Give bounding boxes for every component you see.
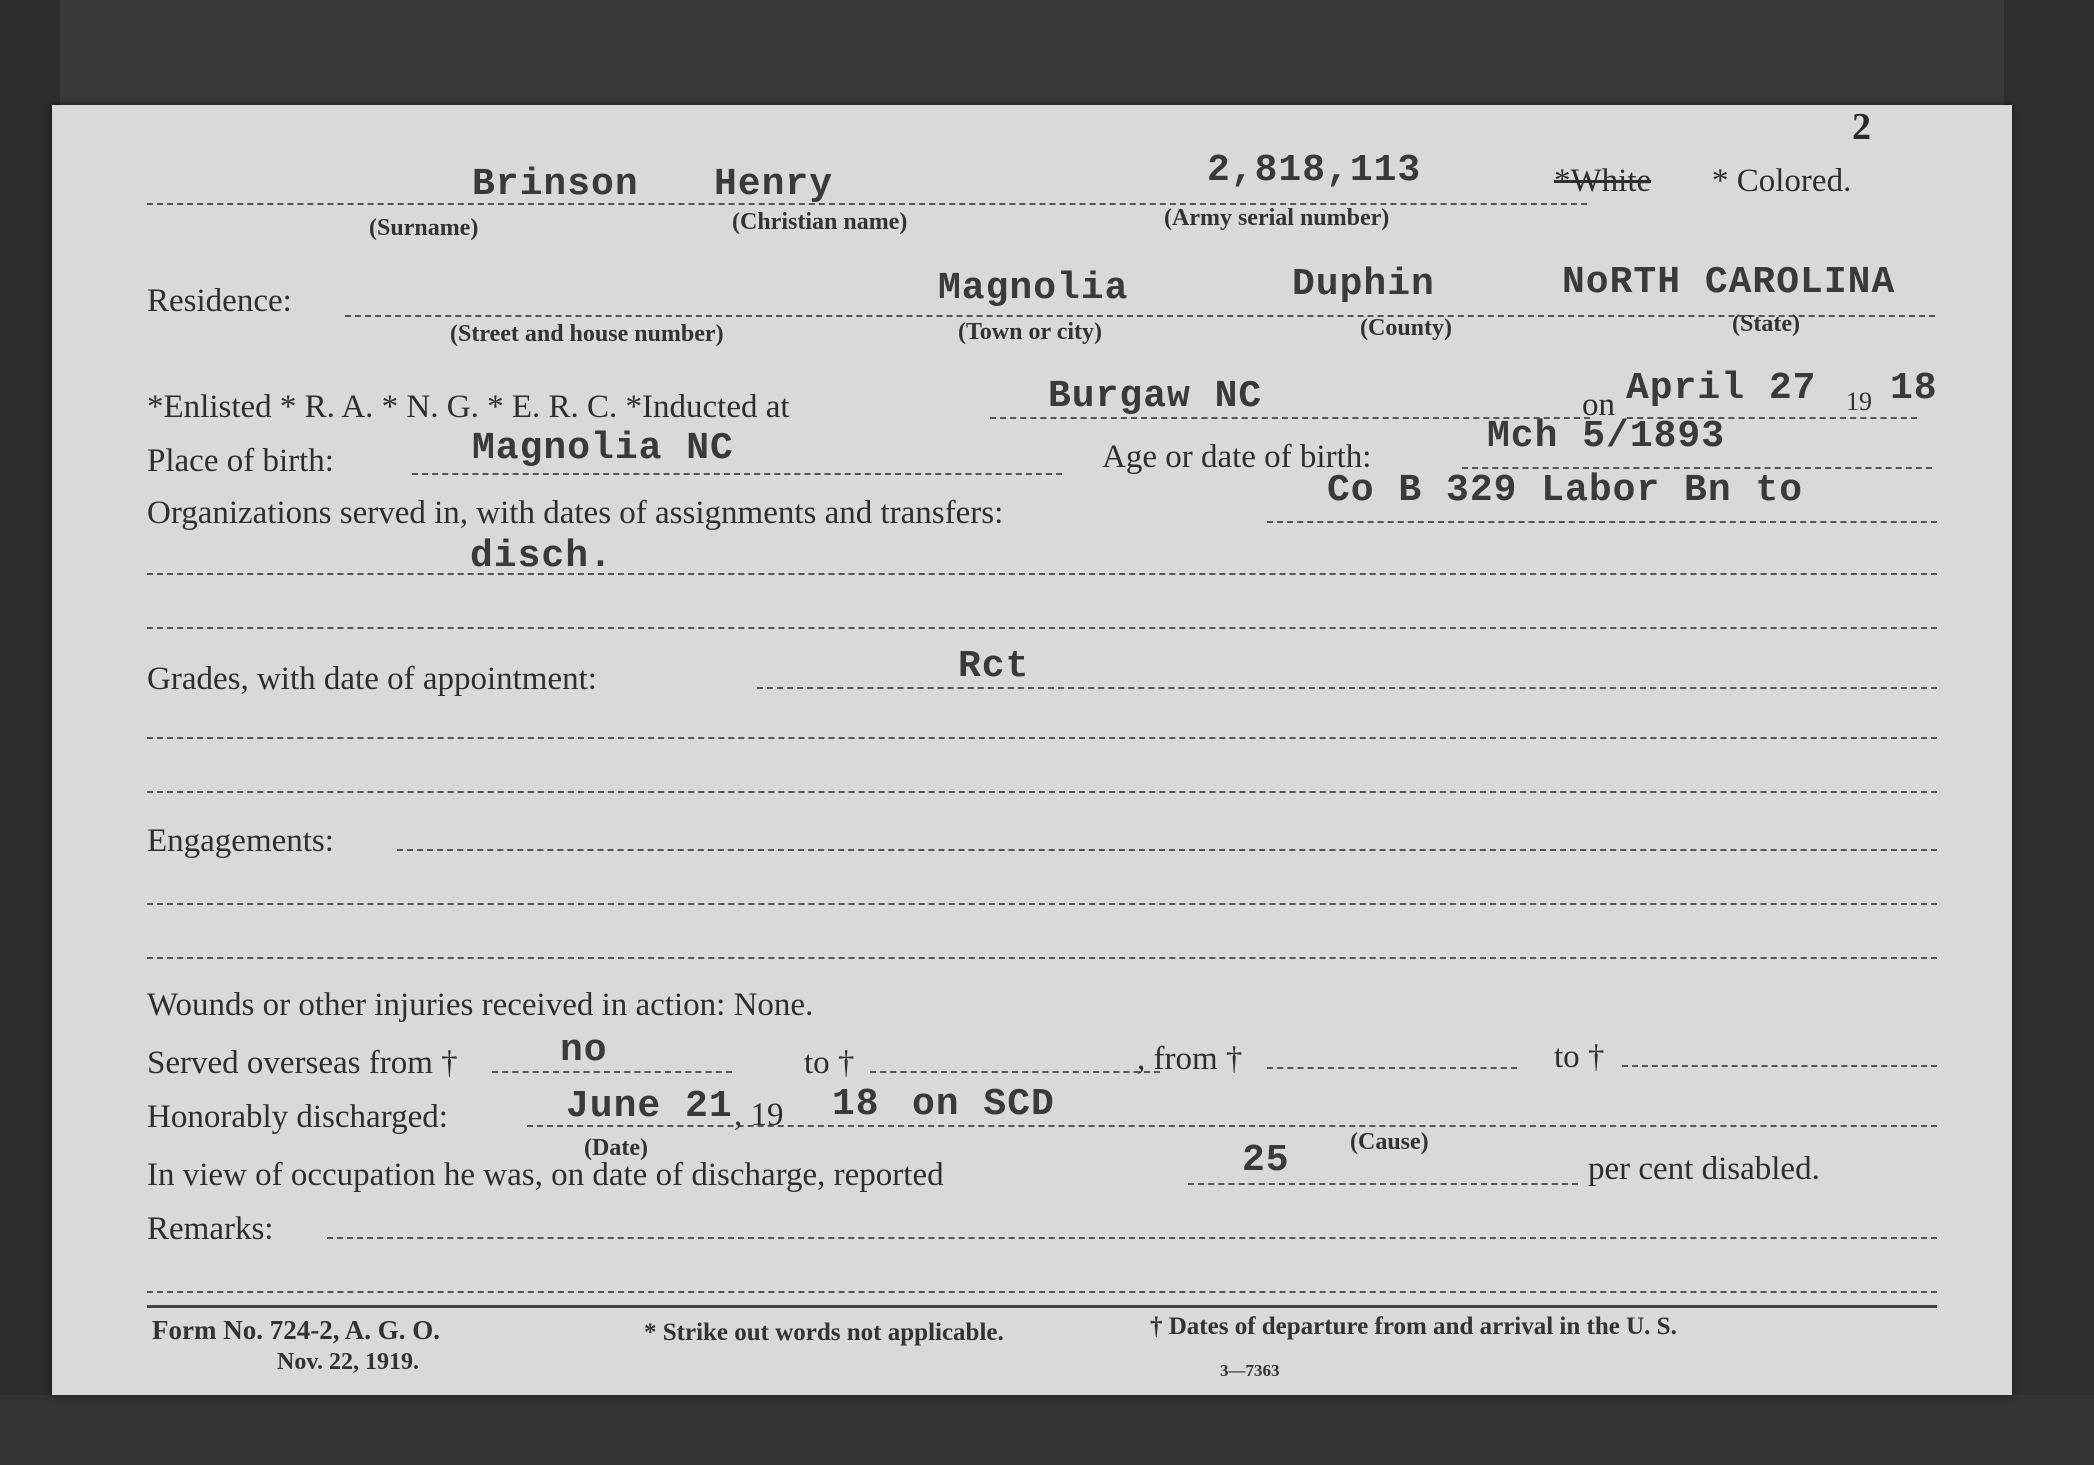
discharge-date: June 21 — [566, 1085, 733, 1128]
organizations-line-1 — [1267, 521, 1937, 523]
discharge-year: 18 — [832, 1083, 880, 1126]
background-left — [0, 0, 60, 1465]
discharge-century: , 19 — [734, 1097, 784, 1133]
overseas-to2-line — [1622, 1065, 1937, 1067]
race-white: *White — [1554, 163, 1652, 199]
serial-value: 2,818,113 — [1207, 149, 1422, 192]
surname-caption: (Surname) — [369, 215, 479, 241]
organizations-value-1: Co B 329 Labor Bn to — [1327, 469, 1804, 512]
remarks-line-1 — [327, 1237, 1937, 1239]
grades-line-2 — [147, 737, 1937, 739]
dates-note: † Dates of departure from and arrival in the U. S. — [1150, 1313, 1677, 1340]
record-card — [52, 105, 2012, 1395]
overseas-from2-label: , from † — [1137, 1041, 1243, 1077]
overseas-from-line — [492, 1071, 732, 1073]
birthdate-value: Mch 5/1893 — [1487, 415, 1726, 458]
disability-line — [1188, 1183, 1578, 1185]
disability-suffix: per cent disabled. — [1588, 1151, 1820, 1187]
grades-label: Grades, with date of appointment: — [147, 661, 597, 697]
overseas-label: Served overseas from † — [147, 1045, 458, 1081]
race-colored: * Colored. — [1712, 163, 1852, 199]
disability-value: 25 — [1242, 1139, 1290, 1182]
print-code: 3—7363 — [1220, 1361, 1280, 1380]
grades-line-3 — [147, 791, 1937, 793]
overseas-from2-line — [1267, 1067, 1517, 1069]
discharge-label: Honorably discharged: — [147, 1099, 448, 1135]
residence-town: Magnolia — [938, 267, 1129, 310]
disability-label: In view of occupation he was, on date of discharge, reported — [147, 1157, 944, 1193]
overseas-to2-label: to † — [1554, 1039, 1605, 1075]
engagements-line-1 — [397, 849, 1937, 851]
engagements-line-2 — [147, 903, 1937, 905]
wounds-label: Wounds or other injuries received in action: None. — [147, 987, 814, 1023]
overseas-to-line — [870, 1071, 1160, 1073]
discharge-date-caption: (Date) — [584, 1135, 648, 1161]
background-bottom — [0, 1395, 2094, 1465]
birthplace-label: Place of birth: — [147, 443, 334, 479]
organizations-label: Organizations served in, with dates of assignments and transfers: — [147, 495, 1004, 531]
christian-name-value: Henry — [714, 163, 834, 206]
remarks-label: Remarks: — [147, 1211, 274, 1247]
overseas-from-value: no — [560, 1029, 608, 1072]
birthplace-line — [412, 473, 1062, 475]
residence-county: Duphin — [1292, 263, 1435, 306]
organizations-line-3 — [147, 627, 1937, 629]
background-right — [2004, 0, 2094, 1465]
discharge-cause-caption: (Cause) — [1350, 1129, 1429, 1155]
remarks-line-2 — [147, 1291, 1937, 1293]
card-number: 2 — [1852, 106, 1871, 148]
enlisted-label: *Enlisted * R. A. * N. G. * E. R. C. *Inducted at — [147, 389, 790, 425]
engagements-label: Engagements: — [147, 823, 334, 859]
enlisted-year: 18 — [1890, 367, 1938, 410]
form-number: Form No. 724-2, A. G. O. — [152, 1315, 440, 1345]
state-caption: (State) — [1732, 311, 1800, 337]
enlisted-date: April 27 — [1626, 367, 1817, 410]
footer-divider — [147, 1305, 1937, 1308]
engagements-line-3 — [147, 957, 1937, 959]
birthplace-value: Magnolia NC — [472, 427, 734, 470]
serial-caption: (Army serial number) — [1164, 205, 1390, 231]
form-date: Nov. 22, 1919. — [277, 1349, 420, 1375]
street-caption: (Street and house number) — [450, 321, 724, 347]
grades-value: Rct — [958, 645, 1030, 688]
organizations-value-2: disch. — [470, 535, 613, 578]
strike-note: * Strike out words not applicable. — [644, 1319, 1004, 1346]
discharge-cause: on SCD — [912, 1083, 1055, 1126]
county-caption: (County) — [1360, 315, 1453, 341]
residence-label: Residence: — [147, 283, 292, 319]
enlisted-century: 19 — [1846, 387, 1872, 416]
christian-name-caption: (Christian name) — [732, 209, 908, 235]
overseas-to-label: to † — [804, 1045, 855, 1081]
town-caption: (Town or city) — [958, 319, 1102, 345]
residence-line — [345, 315, 1935, 317]
enlisted-on-label: on — [1582, 387, 1615, 423]
grades-line-1 — [757, 687, 1937, 689]
residence-state: NoRTH CAROLINA — [1562, 261, 1896, 304]
organizations-line-2 — [147, 573, 1937, 575]
birthdate-label: Age or date of birth: — [1102, 439, 1372, 475]
enlisted-place: Burgaw NC — [1048, 375, 1263, 418]
surname-value: Brinson — [472, 163, 639, 206]
